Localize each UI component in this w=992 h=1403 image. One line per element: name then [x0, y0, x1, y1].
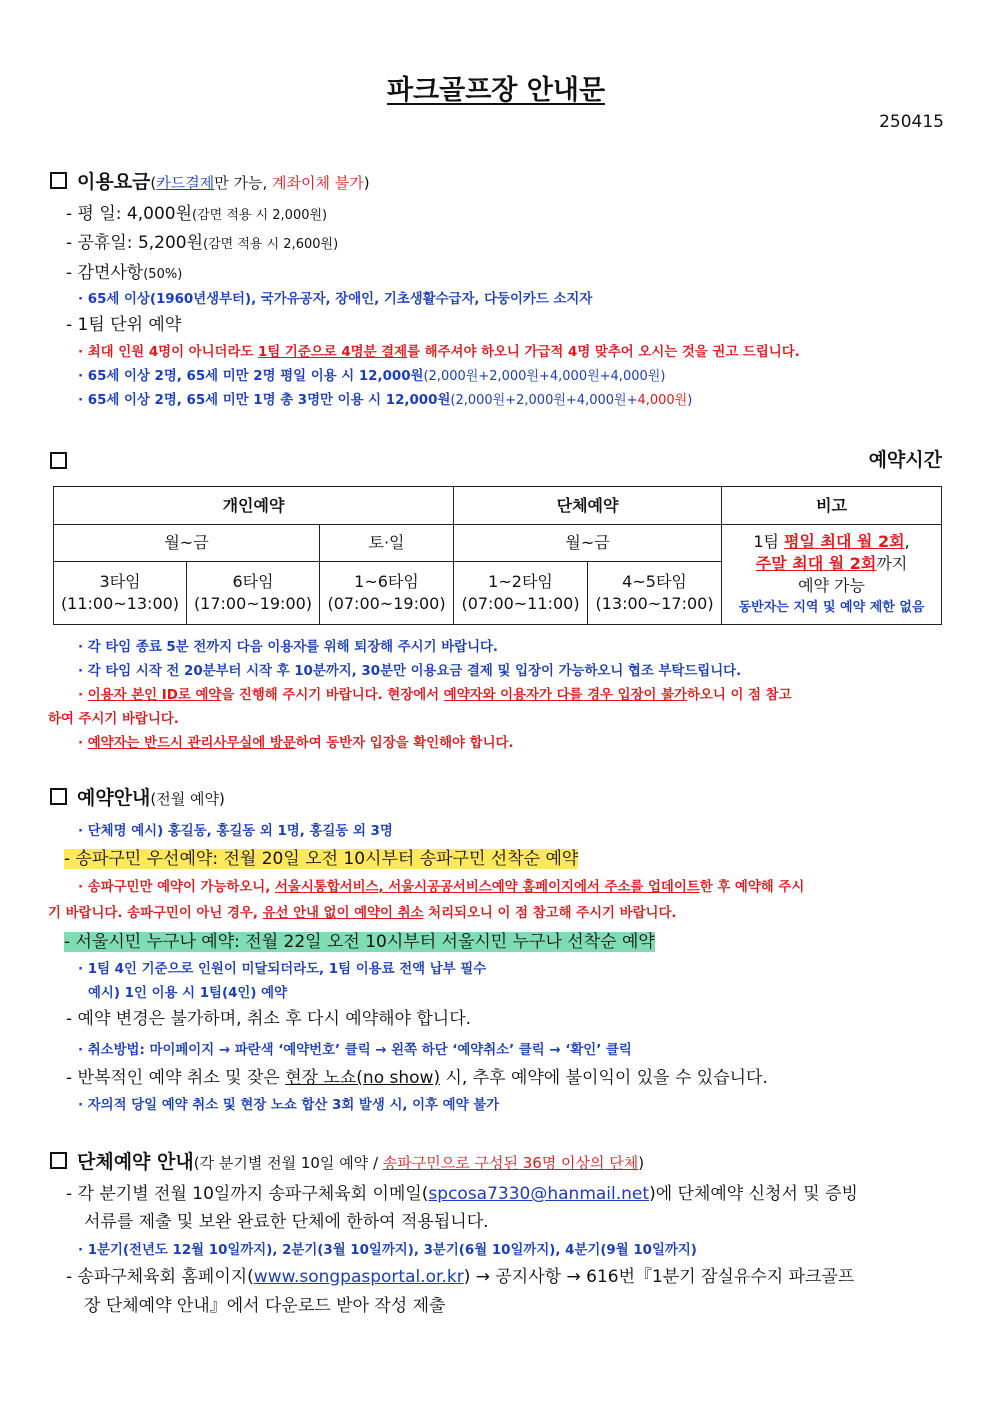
page-title: 파크골프장 안내문 — [386, 75, 606, 106]
team-payment-note: · 최대 인원 4명이 아니더라도 1팀 기준으로 4명분 결제를 해주셔야 하오니 가급적 4명 맞추어 오시는 것을 권고 드립니다. — [78, 345, 800, 360]
schedule-note-2: · 각 타임 시작 전 20분부터 시작 후 10분까지, 30분만 이용요금 결제 및 입장이 가능하오니 협조 부탁드립니다. — [78, 664, 742, 679]
songpa-priority: - 송파구민 우선예약: 전월 20일 오전 10시부터 송파구민 선착순 예약 — [64, 849, 579, 869]
weekday-fee: - 평 일: 4,000원(감면 적용 시 2,000원) — [66, 204, 328, 224]
seoul-note-1: · 1팀 4인 기준으로 인원이 미달되더라도, 1팀 이용료 전액 납부 필수 — [78, 962, 487, 977]
checkbox-square-icon — [50, 1152, 67, 1169]
checkbox-square-icon — [50, 452, 67, 469]
checkbox-square-icon — [50, 788, 67, 805]
group-line-2: - 송파구체육회 홈페이지(www.songpasportal.or.kr) → 공지사항 → 616번『1분기 잠실유수지 파크골프 — [66, 1267, 855, 1287]
quarter-deadlines: · 1분기(전년도 12월 10일까지), 2분기(3월 10일까지), 3분기(6월 10일까지), 4분기(9월 10일까지) — [78, 1243, 697, 1258]
remark-cell: 1팀 평일 최대 월 2회, 주말 최대 월 2회까지 예약 가능 동반자는 지역 및 예약 제한 없음 — [722, 525, 942, 625]
group-line-1: - 각 분기별 전월 10일까지 송파구체육회 이메일(spcosa7330@hanmail.net)에 단체예약 신청서 및 증빙 — [66, 1184, 858, 1204]
cancel-method: · 취소방법: 마이페이지 → 파란색 ‘예약번호’ 클릭 → 왼쪽 하단 ‘예약취소’ 클릭 → ‘확인’ 클릭 — [78, 1043, 632, 1058]
schedule-note-3-cont: 하여 주시기 바랍니다. — [48, 712, 179, 727]
group-name-example: · 단체명 예시) 홍길동, 홍길동 외 1명, 홍길동 외 3명 — [78, 824, 393, 839]
discount-targets: · 65세 이상(1960년생부터), 국가유공자, 장애인, 기초생활수급자, 다둥이카드 소지자 — [78, 292, 593, 307]
slot-cell: 1~2타임 (07:00~11:00) — [454, 562, 588, 625]
team-unit: - 1팀 단위 예약 — [66, 315, 182, 335]
schedule-table — [53, 486, 942, 625]
group-line-1-cont: 서류를 제출 및 보완 완료한 단체에 한하여 적용됩니다. — [84, 1212, 489, 1232]
example-1: · 65세 이상 2명, 65세 미만 2명 평일 이용 시 12,000원(2,000원+2,000원+4,000원+4,000원) — [78, 369, 666, 384]
header-individual: 개인예약 — [54, 487, 454, 525]
fees-heading: 이용요금(카드결제만 가능, 계좌이체 불가) — [50, 171, 370, 194]
days-weekend-individual: 토·일 — [320, 525, 454, 562]
group-line-2-cont: 장 단체예약 안내』에서 다운로드 받아 작성 제출 — [84, 1296, 446, 1316]
noshow-warning: - 반복적인 예약 취소 및 잦은 현장 노쇼(no show) 시, 추후 예약에 불이익이 있을 수 있습니다. — [66, 1068, 768, 1088]
slot-cell: 1~6타임 (07:00~19:00) — [320, 562, 454, 625]
slot-cell: 4~5타임 (13:00~17:00) — [588, 562, 722, 625]
schedule-note-3: · 이용자 본인 ID로 예약을 진행해 주시기 바랍니다. 현장에서 예약자와 이용자가 다를 경우 입장이 불가하오니 이 점 참고 — [78, 688, 792, 703]
songpa-note-cont: 기 바랍니다. 송파구민이 아닌 경우, 유선 안내 없이 예약이 취소 처리되오니 이 점 참고해 주시기 바랍니다. — [48, 906, 677, 921]
days-weekday-group: 월~금 — [454, 525, 722, 562]
songpa-note: · 송파구민만 예약이 가능하오니, 서울시통합서비스, 서울시공공서비스예약 홈페이지에서 주소를 업데이트한 후 예약해 주시 — [78, 880, 805, 895]
days-weekday-individual: 월~금 — [54, 525, 320, 562]
schedule-note-1: · 각 타임 종료 5분 전까지 다음 이용자를 위해 퇴장해 주시기 바랍니다. — [78, 640, 499, 655]
group-heading: 단체예약 안내(각 분기별 전월 10일 예약 / 송파구민으로 구성된 36명 이상의 단체) — [50, 1151, 644, 1174]
checkbox-square-icon — [50, 172, 67, 189]
holiday-fee: - 공휴일: 5,200원(감면 적용 시 2,600원) — [66, 233, 339, 253]
example-2: · 65세 이상 2명, 65세 미만 1명 총 3명만 이용 시 12,000원(2,000원+2,000원+4,000원+4,000원) — [78, 393, 693, 408]
schedule-heading-box — [50, 451, 77, 473]
header-group: 단체예약 — [454, 487, 722, 525]
header-remark: 비고 — [722, 487, 942, 525]
email-link[interactable]: spcosa7330@hanmail.net — [428, 1184, 650, 1204]
slot-cell: 6타임 (17:00~19:00) — [187, 562, 320, 625]
noshow-note: · 자의적 당일 예약 취소 및 현장 노쇼 합산 3회 발생 시, 이후 예약 불가 — [78, 1098, 500, 1113]
document-number: 250415 — [879, 112, 944, 132]
change-rule: - 예약 변경은 불가하며, 취소 후 다시 예약해야 합니다. — [66, 1009, 472, 1029]
discount-label: - 감면사항(50%) — [66, 263, 183, 283]
website-link[interactable]: www.songpasportal.or.kr — [253, 1267, 464, 1287]
schedule-note-4: · 예약자는 반드시 관리사무실에 방문하여 동반자 입장을 확인해야 합니다. — [78, 736, 514, 751]
schedule-heading: 예약시간 — [868, 449, 942, 471]
seoul-note-2: 예시) 1인 이용 시 1팀(4인) 예약 — [88, 986, 287, 1001]
slot-cell: 3타임 (11:00~13:00) — [54, 562, 187, 625]
seoul-open: - 서울시민 누구나 예약: 전월 22일 오전 10시부터 서울시민 누구나 선착순 예약 — [64, 932, 655, 952]
reservation-heading: 예약안내(전월 예약) — [50, 787, 225, 810]
